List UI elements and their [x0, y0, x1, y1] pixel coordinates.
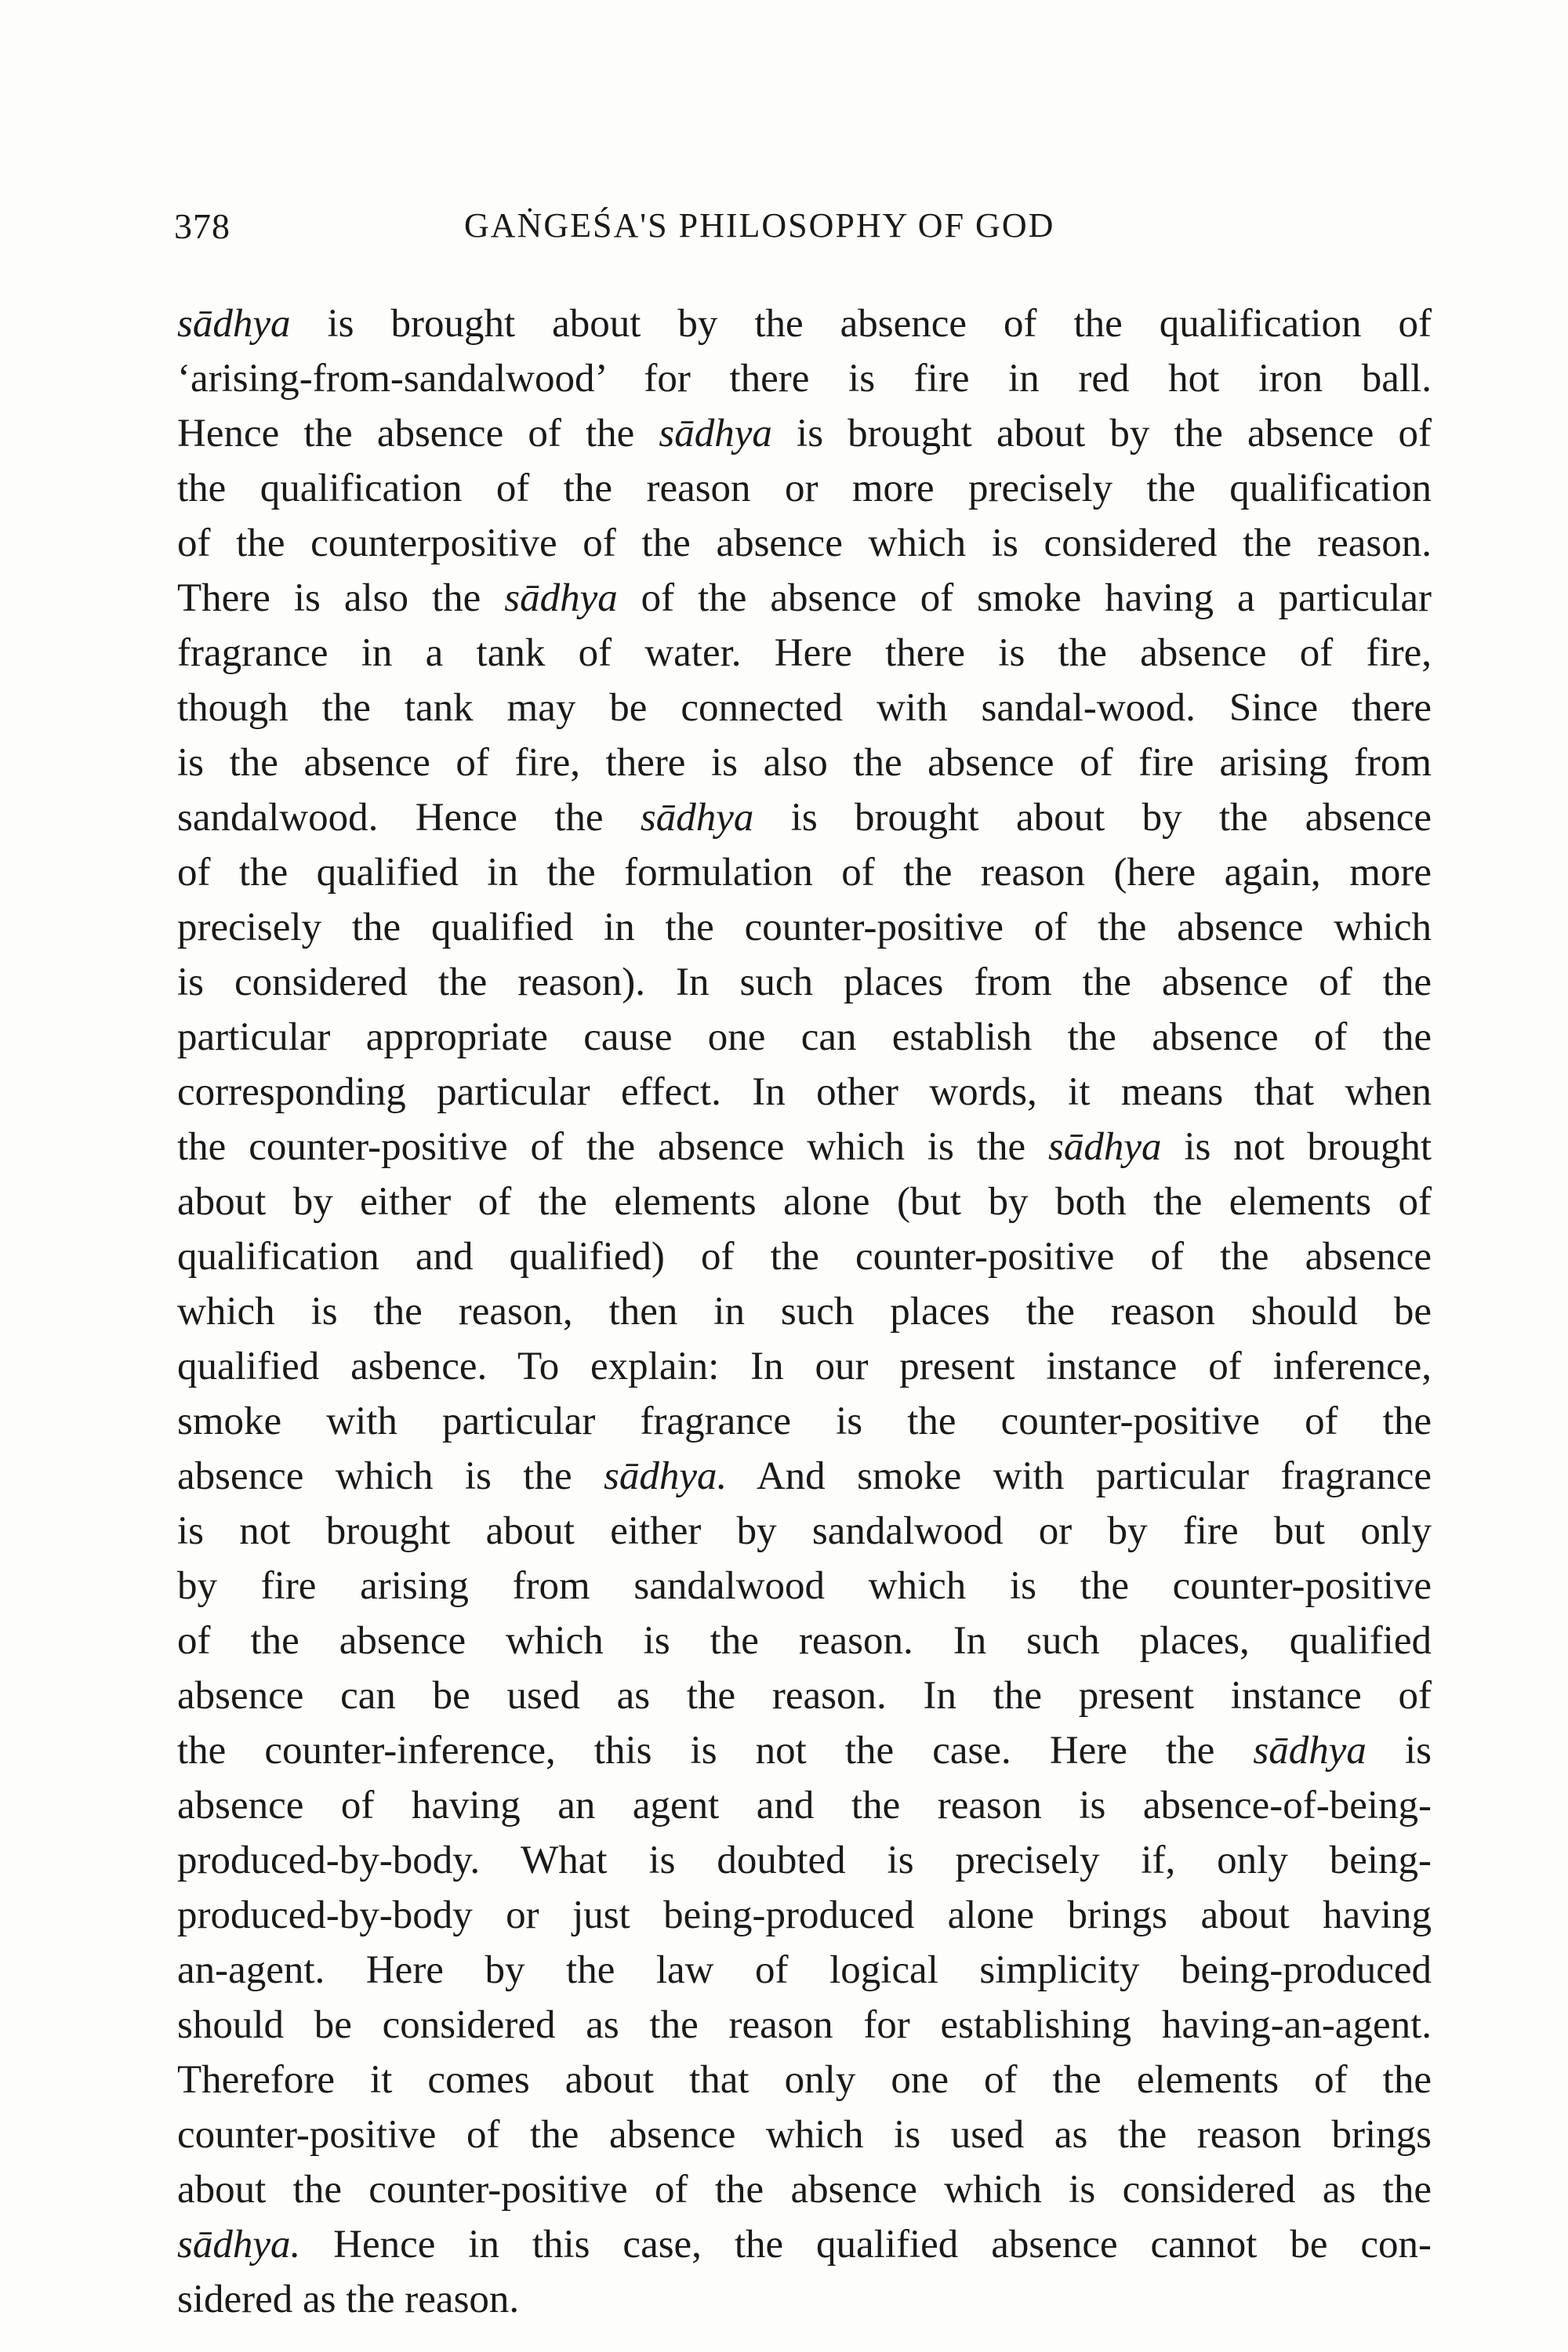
text-run: absence can be used as the reason. In the present instance of: [177, 1674, 1432, 1718]
text-line: [177, 516, 1432, 571]
text-line: [177, 845, 1432, 900]
text-run: of the absence of smoke having a particular: [617, 576, 1432, 620]
body-text: [177, 296, 1432, 2327]
text-line: [177, 2107, 1432, 2162]
text-run: is considered the reason). In such places from the absence of the: [177, 960, 1432, 1004]
text-run: counter-positive of the absence which is used as the reason brings: [177, 2113, 1432, 2157]
text-run: smoke with particular fragrance is the counter-positive of the: [177, 1399, 1432, 1443]
text-run: of the counterpositive of the absence which is considered the reason.: [177, 521, 1432, 565]
italic-term: sādhya: [177, 302, 291, 346]
text-line: [177, 2162, 1432, 2217]
text-line: [177, 2053, 1432, 2107]
text-run: is not brought about either by sandalwood or by fire but only: [177, 1509, 1432, 1553]
text-run: is brought about by the absence: [753, 796, 1432, 840]
italic-term: sādhya: [659, 412, 772, 456]
text-line: [177, 2272, 1432, 2327]
text-line: [177, 1778, 1432, 1833]
italic-term: sādhya: [1253, 1729, 1367, 1773]
text-line: [177, 1998, 1432, 2053]
text-line: [177, 1394, 1432, 1449]
text-line: [177, 1174, 1432, 1229]
text-run: is not brought: [1161, 1125, 1432, 1169]
italic-term: sādhya: [640, 796, 754, 840]
text-line: [177, 461, 1432, 516]
text-run: fragrance in a tank of water. Here there is the absence of fire,: [177, 631, 1432, 675]
text-line: [177, 571, 1432, 626]
text-line: [177, 296, 1432, 351]
text-line: [177, 1559, 1432, 1613]
text-run: the counter-inference, this is not the case. Here the: [177, 1729, 1254, 1773]
text-run: of the absence which is the reason. In such places, qualified: [177, 1619, 1432, 1663]
italic-term: sādhya: [504, 576, 618, 620]
text-line: [177, 1229, 1432, 1284]
text-line: [177, 1613, 1432, 1668]
text-run: by fire arising from sandalwood which is the counter-positive: [177, 1564, 1432, 1608]
italic-term: sādhya: [1047, 1125, 1162, 1169]
text-run: about the counter-positive of the absence which is considered as the: [177, 2168, 1432, 2212]
text-run: an-agent. Here by the law of logical simplicity being-produced: [177, 1948, 1432, 1992]
text-line: [177, 1120, 1432, 1174]
text-run: is brought about by the absence of the qualification of: [290, 302, 1432, 346]
running-head: GAṄGEŚA'S PHILOSOPHY OF GOD: [464, 206, 1055, 245]
text-run: Hence the absence of the: [177, 412, 659, 456]
text-run: the qualification of the reason or more precisely the qualification: [177, 466, 1432, 510]
text-line: [177, 1504, 1432, 1559]
text-line: [177, 626, 1432, 681]
text-run: sidered as the reason.: [177, 2278, 520, 2321]
text-run: is: [1366, 1729, 1432, 1773]
text-run: which is the reason, then in such places the reason should be: [177, 1290, 1432, 1334]
text-run: ‘arising-from-sandalwood’ for there is fire in red hot iron ball.: [177, 357, 1432, 401]
text-run: qualified asbence. To explain: In our present instance of inference,: [177, 1345, 1432, 1388]
text-run: Hence in this case, the qualified absence cannot be con-: [300, 2223, 1432, 2267]
text-line: [177, 1888, 1432, 1943]
text-line: [177, 1284, 1432, 1339]
text-run: the counter-positive of the absence which is the: [177, 1125, 1048, 1169]
text-line: [177, 790, 1432, 845]
text-run: is brought about by the absence of: [771, 412, 1432, 456]
text-run: particular appropriate cause one can establish the absence of the: [177, 1015, 1432, 1059]
text-run: sandalwood. Hence the: [177, 796, 641, 840]
text-line: [177, 1065, 1432, 1120]
text-line: [177, 1010, 1432, 1065]
text-line: [177, 955, 1432, 1010]
page-number: 378: [174, 206, 230, 246]
text-run: qualification and qualified) of the counter-positive of the absence: [177, 1235, 1432, 1279]
text-run: And smoke with particular fragrance: [727, 1454, 1432, 1498]
text-line: [177, 1723, 1432, 1778]
text-run: should be considered as the reason for establishing having-an-agent.: [177, 2003, 1432, 2047]
text-run: is the absence of fire, there is also the absence of fire arising from: [177, 741, 1432, 785]
text-line: [177, 1668, 1432, 1723]
text-line: [177, 681, 1432, 735]
text-line: [177, 735, 1432, 790]
text-line: [177, 406, 1432, 461]
text-run: Therefore it comes about that only one of the elements of the: [177, 2058, 1432, 2102]
italic-term: sādhya.: [177, 2223, 301, 2267]
text-run: produced-by-body. What is doubted is precisely if, only being-: [177, 1838, 1432, 1882]
text-run: There is also the: [177, 576, 505, 620]
text-run: about by either of the elements alone (but by both the elements of: [177, 1180, 1432, 1224]
text-run: precisely the qualified in the counter-positive of the absence which: [177, 906, 1432, 949]
text-line: [177, 900, 1432, 955]
text-line: [177, 1833, 1432, 1888]
text-line: [177, 1339, 1432, 1394]
text-run: produced-by-body or just being-produced alone brings about having: [177, 1893, 1432, 1937]
text-run: of the qualified in the formulation of the reason (here again, more: [177, 851, 1432, 895]
text-run: absence of having an agent and the reason is absence-of-being-: [177, 1784, 1432, 1828]
text-run: corresponding particular effect. In other words, it means that when: [177, 1070, 1432, 1114]
text-line: [177, 1943, 1432, 1998]
page-header: [174, 205, 1397, 260]
text-run: absence which is the: [177, 1454, 604, 1498]
text-line: [177, 1449, 1432, 1504]
italic-term: sādhya.: [604, 1454, 728, 1498]
text-run: though the tank may be connected with sandal-wood. Since there: [177, 686, 1432, 730]
text-line: [177, 351, 1432, 406]
text-line: [177, 2217, 1432, 2272]
